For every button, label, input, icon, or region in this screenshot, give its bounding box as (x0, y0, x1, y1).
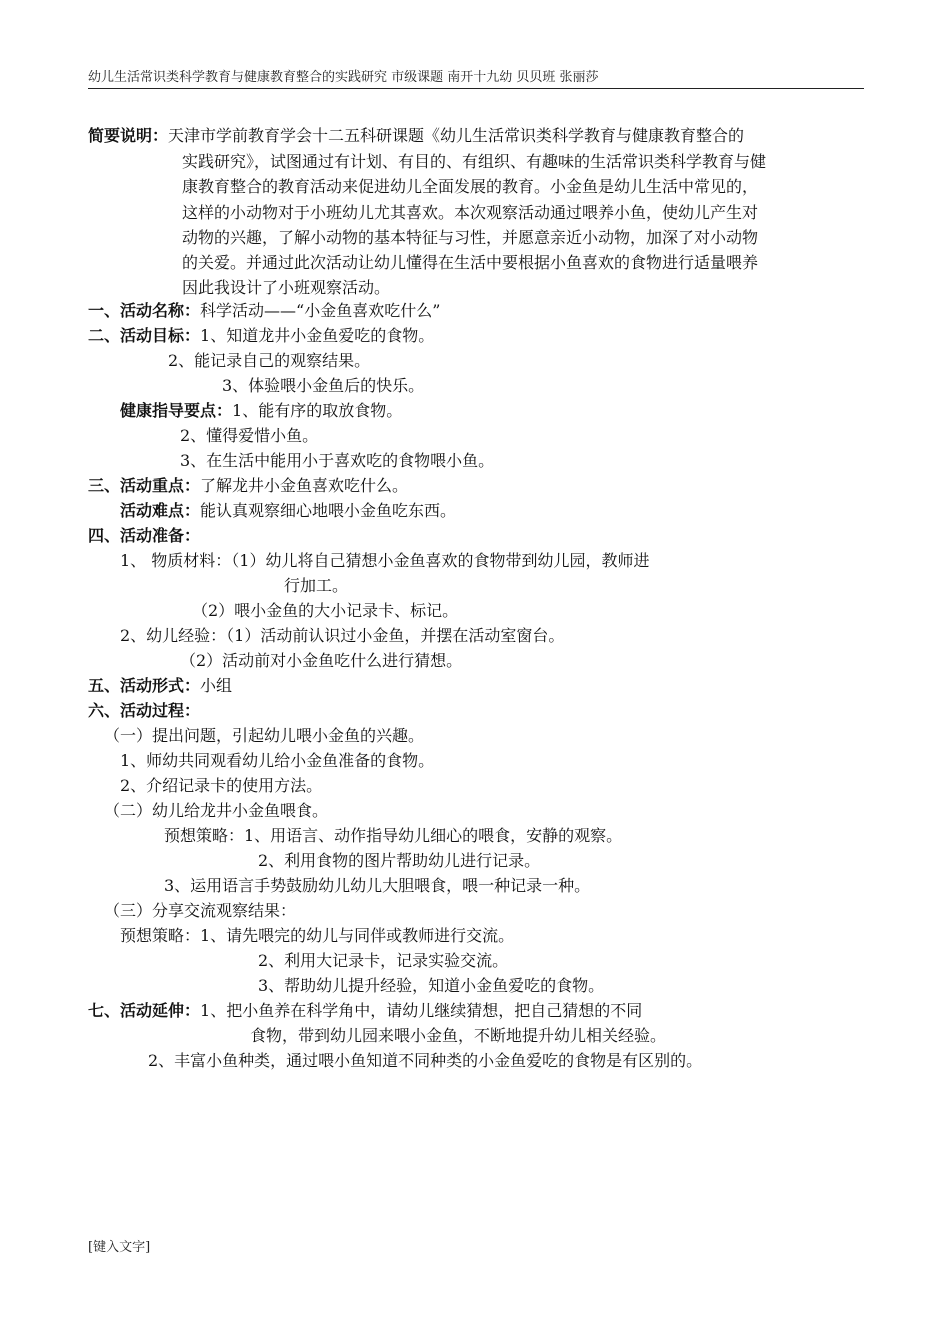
extension-1: 1、把小鱼养在科学角中，请幼儿继续猜想，把自己猜想的不同 (200, 1001, 643, 1020)
intro-first-line (88, 124, 744, 148)
process-step-2: （二）幼儿给龙井小金鱼喂食。 (104, 801, 329, 820)
section-label: 二、活动目标： (88, 326, 201, 345)
section-label: 五、活动形式： (88, 676, 201, 695)
intro-line: 动物的兴趣，了解小动物的基本特征与习性，并愿意亲近小动物，加深了对小动物 (182, 228, 759, 247)
health-3: 3、在生活中能用小于喜欢吃的食物喂小鱼。 (180, 451, 495, 470)
intro-line-1: 天津市学前教育学会十二五科研课题《幼儿生活常识类科学教育与健康教育整合的 (168, 126, 745, 145)
section-preparation (88, 524, 200, 548)
difficulty-label: 活动难点： (120, 501, 201, 520)
goal-2: 2、能记录自己的观察结果。 (168, 351, 371, 370)
process-step-1b: 2、介绍记录卡的使用方法。 (120, 776, 323, 795)
process-step-2c: 3、运用语言手势鼓励幼儿幼儿大胆喂食，喂一种记录一种。 (164, 876, 591, 895)
process-step-1: （一）提出问题，引起幼儿喂小金鱼的兴趣。 (104, 726, 425, 745)
goal-3: 3、体验喂小金鱼后的快乐。 (222, 376, 425, 395)
intro-line: 这样的小动物对于小班幼儿尤其喜欢。本次观察活动通过喂养小鱼，使幼儿产生对 (182, 203, 759, 222)
process-step-3: （三）分享交流观察结果： (104, 901, 297, 920)
process-step-3c: 3、帮助幼儿提升经验，知道小金鱼爱吃的食物。 (258, 976, 605, 995)
page-footer: [键入文字] (88, 1240, 151, 1255)
section-label: 三、活动重点： (88, 476, 201, 495)
goal-1: 1、知道龙井小金鱼爱吃的食物。 (200, 326, 435, 345)
process-step-1a: 1、师幼共同观看幼儿给小金鱼准备的食物。 (120, 751, 435, 770)
health-label: 健康指导要点： (120, 401, 233, 420)
section-label: 六、活动过程： (88, 701, 201, 720)
process-step-3a: 预想策略：1、请先喂完的幼儿与同伴或教师进行交流。 (120, 926, 515, 945)
section-difficulty (120, 499, 456, 523)
intro-line: 因此我设计了小班观察活动。 (182, 278, 391, 297)
section-goals (88, 324, 434, 348)
section-form (88, 674, 232, 698)
section-text: 小组 (200, 676, 233, 695)
intro-line: 康教育整合的教育活动来促进幼儿全面发展的教育。小金鱼是幼儿生活中常见的， (182, 177, 759, 196)
health-points (120, 399, 402, 423)
material-1a: 1、 物质材料：（1）幼儿将自己猜想小金鱼喜欢的食物带到幼儿园，教师进 (120, 551, 650, 570)
health-2: 2、懂得爱惜小鱼。 (180, 426, 319, 445)
experience-1: 2、幼儿经验：（1）活动前认识过小金鱼，并摆在活动室窗台。 (120, 626, 565, 645)
intro-label: 简要说明： (88, 126, 169, 145)
section-label: 四、活动准备： (88, 526, 201, 545)
intro-line: 的关爱。并通过此次活动让幼儿懂得在生活中要根据小鱼喜欢的食物进行适量喂养 (182, 253, 759, 272)
extension-1b: 食物，带到幼儿园来喂小金鱼，不断地提升幼儿相关经验。 (250, 1026, 667, 1045)
section-extension (88, 999, 642, 1023)
material-2: （2）喂小金鱼的大小记录卡、标记。 (192, 601, 459, 620)
material-1b: 行加工。 (284, 576, 349, 595)
page-header: 幼儿生活常识类科学教育与健康教育整合的实践研究 市级课题 南开十九幼 贝贝班 张丽莎 (88, 66, 864, 89)
section-key-point (88, 474, 408, 498)
experience-2: （2）活动前对小金鱼吃什么进行猜想。 (180, 651, 463, 670)
section-label: 一、活动名称： (88, 301, 201, 320)
section-text: 了解龙井小金鱼喜欢吃什么。 (200, 476, 409, 495)
health-1: 1、能有序的取放食物。 (232, 401, 403, 420)
difficulty-text: 能认真观察细心地喂小金鱼吃东西。 (200, 501, 457, 520)
intro-line: 实践研究》，试图通过有计划、有目的、有组织、有趣味的生活常识类科学教育与健 (182, 152, 767, 171)
process-step-3b: 2、利用大记录卡，记录实验交流。 (258, 951, 509, 970)
process-step-2b: 2、利用食物的图片帮助幼儿进行记录。 (258, 851, 541, 870)
section-label: 七、活动延伸： (88, 1001, 201, 1020)
section-process (88, 699, 200, 723)
section-activity-name (88, 299, 440, 323)
section-text: 科学活动——“小金鱼喜欢吃什么” (200, 301, 441, 320)
process-step-2a: 预想策略：1、用语言、动作指导幼儿细心的喂食，安静的观察。 (164, 826, 623, 845)
extension-2: 2、丰富小鱼种类，通过喂小鱼知道不同种类的小金鱼爱吃的食物是有区别的。 (148, 1051, 703, 1070)
